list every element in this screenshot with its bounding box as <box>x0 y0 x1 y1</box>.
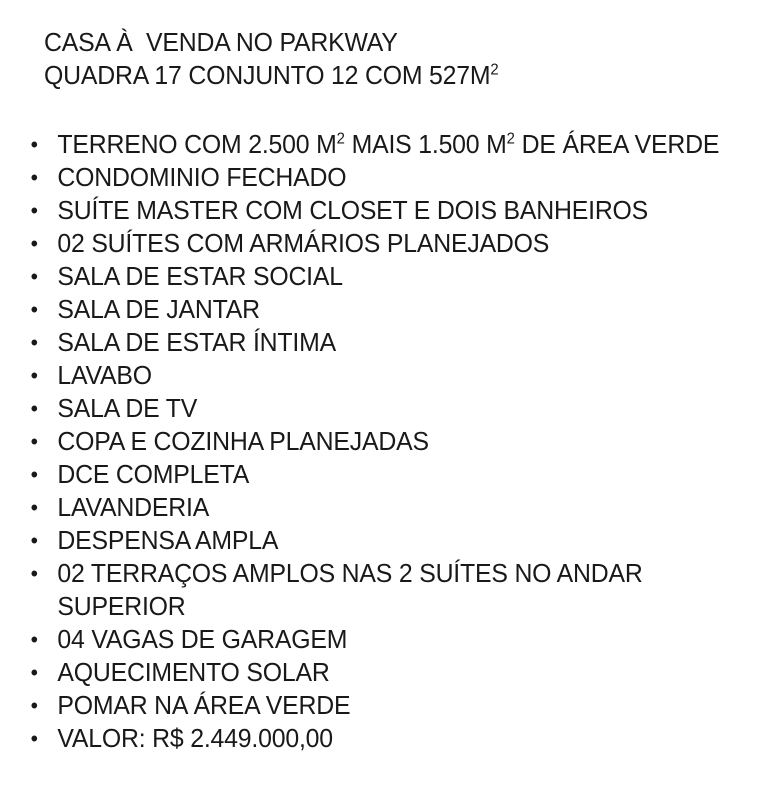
feature-item-suites-armarios <box>30 227 724 260</box>
feature-item-label: SUÍTE MASTER COM CLOSET E DOIS BANHEIROS <box>57 195 649 225</box>
bullet-icon: • <box>30 693 38 718</box>
bullet-icon: • <box>30 429 38 454</box>
feature-item-label: TERRENO COM 2.500 $M^2$ MAIS 1.500 $M^2$ DE ÁREA VERDE <box>57 129 720 159</box>
bullet-icon: • <box>30 198 38 223</box>
feature-item-label: 02 TERRAÇOS AMPLOS NAS 2 SUÍTES NO ANDAR SUPERIOR <box>57 558 643 621</box>
heading-superscript: 2 <box>490 61 499 79</box>
bullet-icon: • <box>30 495 38 520</box>
feature-item-terreno <box>30 128 724 161</box>
feature-item-dce <box>30 458 724 491</box>
bullet-icon: • <box>30 660 38 685</box>
bullet-icon: • <box>30 297 38 322</box>
bullet-icon: • <box>30 264 38 289</box>
feature-item-condominio <box>30 161 724 194</box>
bullet-icon: • <box>30 627 38 652</box>
feature-item-sala-jantar <box>30 293 724 326</box>
feature-item-lavanderia <box>30 491 724 524</box>
feature-item-label: CONDOMINIO FECHADO <box>57 162 347 192</box>
feature-item-sala-tv <box>30 392 724 425</box>
superscript: 2 <box>506 130 515 148</box>
feature-item-label: DESPENSA AMPLA <box>57 525 279 555</box>
feature-item-label: 02 SUÍTES COM ARMÁRIOS PLANEJADOS <box>57 228 550 258</box>
bullet-icon: • <box>30 528 38 553</box>
feature-item-label: 04 VAGAS DE GARAGEM <box>57 624 348 654</box>
feature-item-label: POMAR NA ÁREA VERDE <box>57 690 351 720</box>
bullet-icon: • <box>30 363 38 388</box>
bullet-icon: • <box>30 561 38 586</box>
bullet-icon: • <box>30 462 38 487</box>
property-listing <box>30 26 756 755</box>
bullet-icon: • <box>30 132 38 157</box>
bullet-icon: • <box>30 165 38 190</box>
feature-item-sala-estar-intima <box>30 326 724 359</box>
feature-item-label: COPA E COZINHA PLANEJADAS <box>57 426 429 456</box>
feature-item-garagem <box>30 623 724 656</box>
bullet-icon: • <box>30 231 38 256</box>
bullet-icon: • <box>30 726 38 751</box>
feature-item-despensa <box>30 524 724 557</box>
heading-line-title: CASA À VENDA NO PARKWAY <box>44 27 398 57</box>
feature-item-label: SALA DE ESTAR SOCIAL <box>57 261 343 291</box>
feature-item-label: SALA DE TV <box>57 393 198 423</box>
feature-item-label: DCE COMPLETA <box>57 459 250 489</box>
feature-item-copa-cozinha <box>30 425 724 458</box>
feature-item-suite-master <box>30 194 724 227</box>
feature-item-label: LAVANDERIA <box>57 492 210 522</box>
feature-item-label: LAVABO <box>57 360 152 390</box>
feature-item-lavabo <box>30 359 724 392</box>
feature-item-label: SALA DE JANTAR <box>57 294 260 324</box>
feature-item-label: SALA DE ESTAR ÍNTIMA <box>57 327 336 357</box>
feature-item-pomar <box>30 689 724 722</box>
heading-list-spacer <box>44 92 756 128</box>
heading-address-text: QUADRA 17 CONJUNTO 12 COM 527M <box>44 60 491 90</box>
heading-line-address <box>44 59 724 92</box>
feature-item-label: AQUECIMENTO SOLAR <box>57 657 330 687</box>
superscript: 2 <box>336 130 345 148</box>
feature-item-label: VALOR: R$ 2.449.000,00 <box>57 723 333 753</box>
feature-item-valor <box>30 722 724 755</box>
bullet-icon: • <box>30 330 38 355</box>
feature-item-sala-estar-social <box>30 260 724 293</box>
listing-heading <box>44 26 756 92</box>
feature-item-terracos <box>30 557 724 623</box>
feature-item-aquecimento-solar <box>30 656 724 689</box>
feature-list <box>30 128 756 755</box>
bullet-icon: • <box>30 396 38 421</box>
